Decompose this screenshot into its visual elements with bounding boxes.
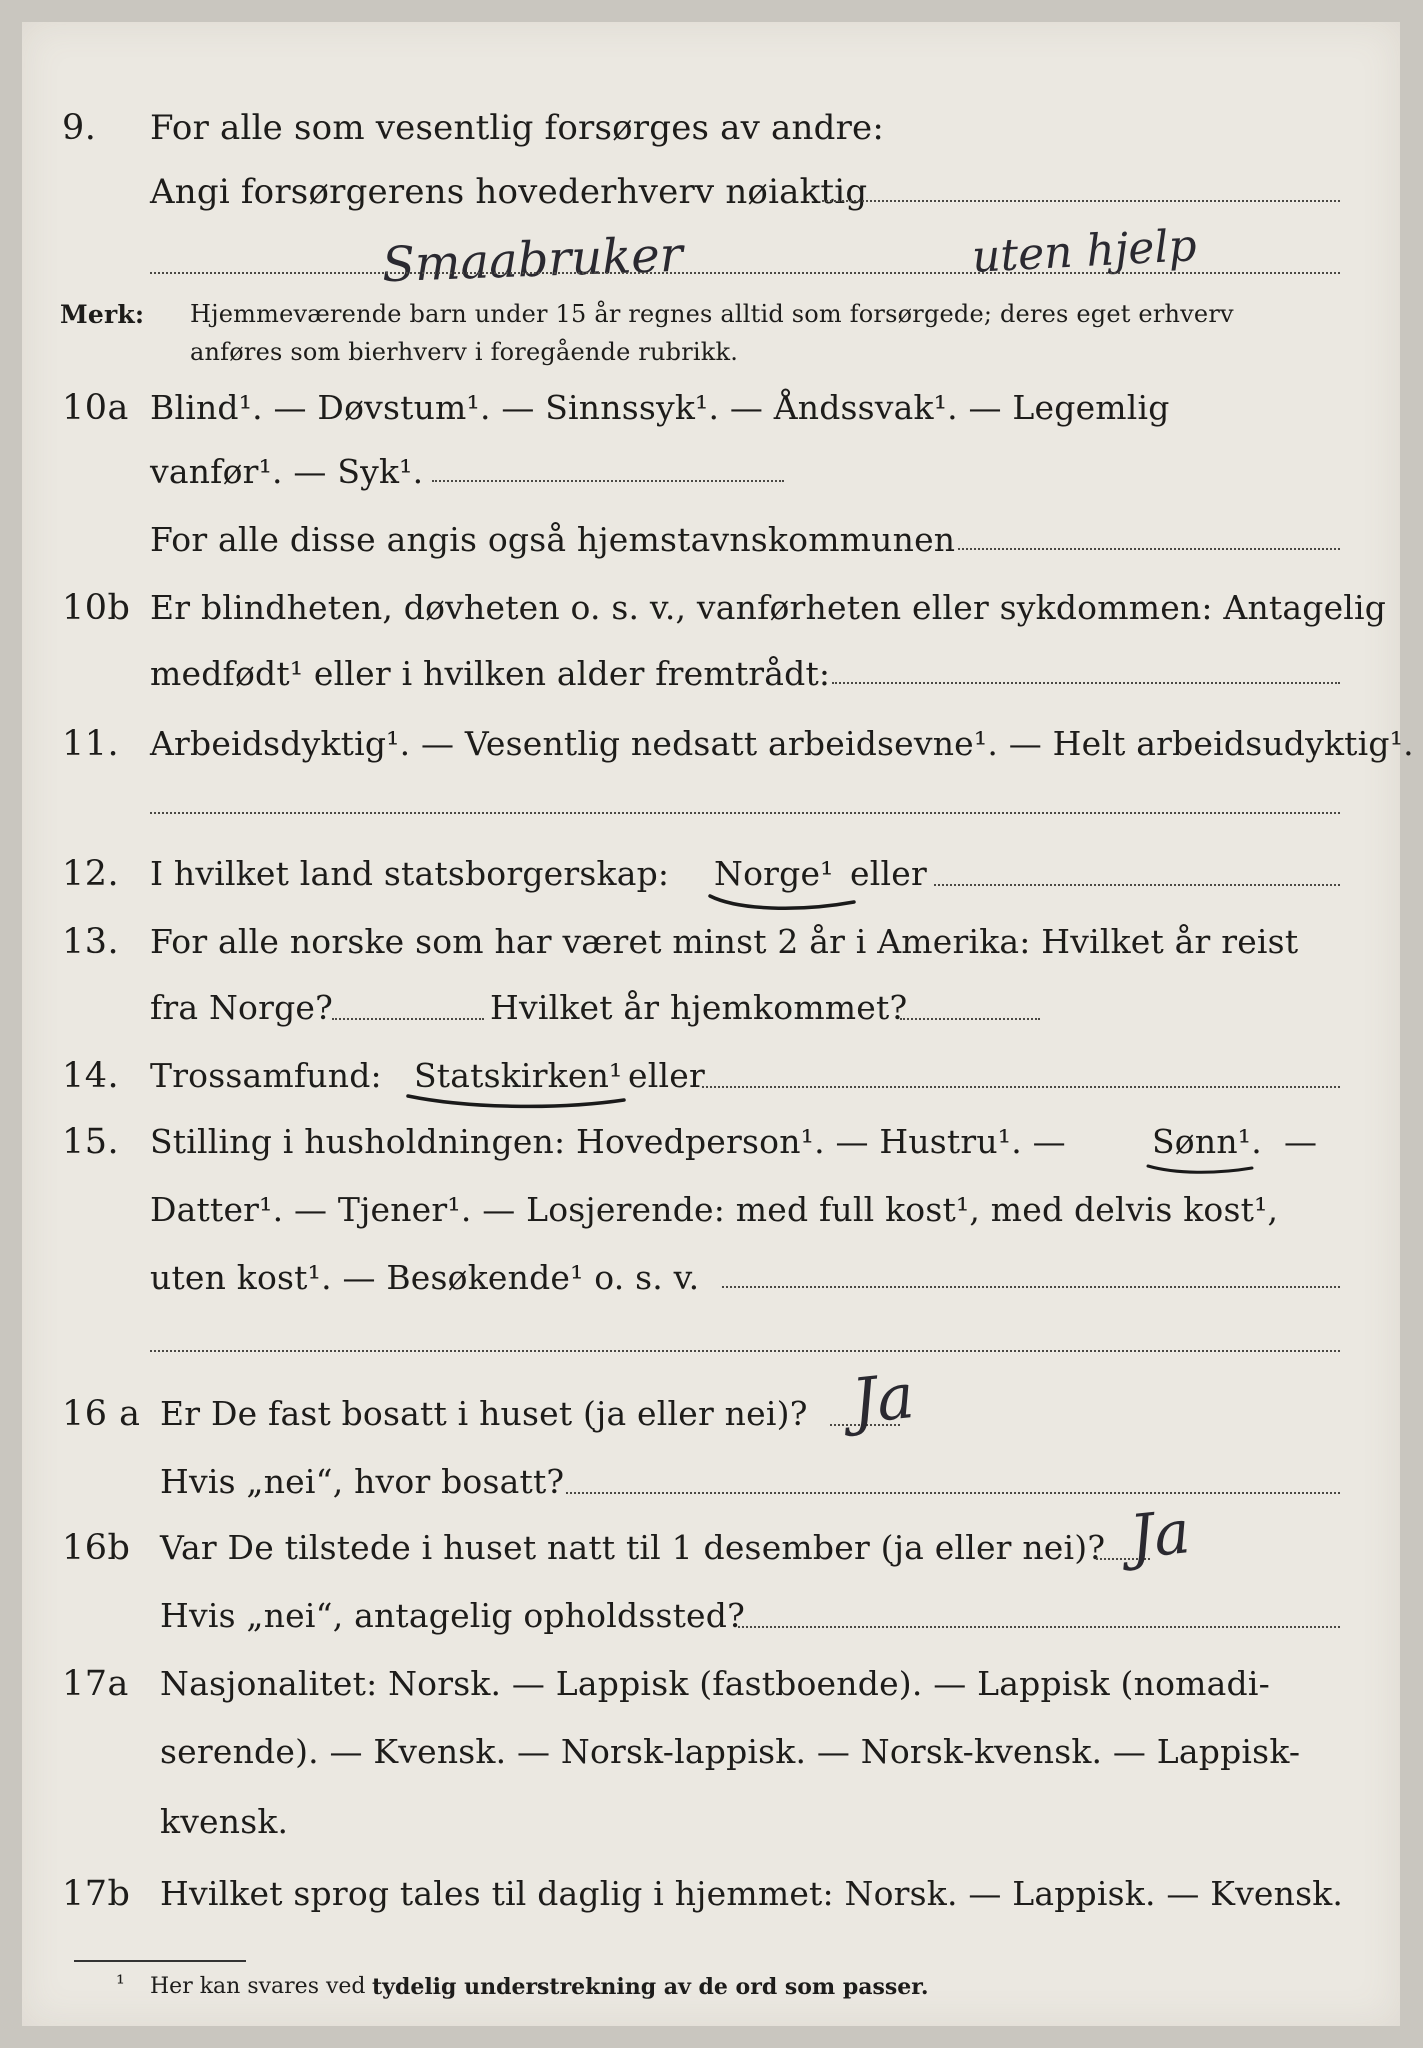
q13-answer-line2 (900, 1018, 1040, 1020)
q10a-answer-line2 (958, 548, 1340, 550)
q17a-line1: Nasjonalitet: Norsk. — Lappisk (fastboende). — Lappisk (nomadi- (160, 1664, 1270, 1703)
q14-suffix: eller (628, 1056, 705, 1095)
q12-number: 12. (62, 854, 120, 894)
merk-line1: Hjemmeværende barn under 15 år regnes alltid som forsørgede; deres eget erhverv (190, 300, 1234, 328)
q15-underline-mark (1146, 1162, 1256, 1178)
q15-line2: Datter¹. — Tjener¹. — Losjerende: med full kost¹, med delvis kost¹, (150, 1190, 1279, 1229)
q10a-line3: For alle disse angis også hjemstavnskommunen (150, 520, 956, 559)
q10b-line1: Er blindheten, døvheten o. s. v., vanførheten eller sykdommen: Antagelig (150, 588, 1387, 627)
q14-underline-mark (406, 1092, 628, 1112)
q16b-line2: Hvis „nei“, antagelig opholdssted? (160, 1596, 745, 1635)
q12-underline-mark (708, 890, 858, 912)
footnote-bold-text: tydelig understrekning av de ord som passer. (372, 1974, 929, 2000)
footnote-text: Her kan svares ved (150, 1974, 366, 1999)
q10a-line1: Blind¹. — Døvstum¹. — Sinnssyk¹. — Åndssvak¹. — Legemlig (150, 388, 1170, 427)
q15-line3: uten kost¹. — Besøkende¹ o. s. v. (150, 1258, 700, 1297)
q12-suffix: eller (850, 854, 927, 893)
footnote-mark: ¹ (116, 1972, 125, 1997)
q16b-handwritten-answer: Ja (1126, 1497, 1194, 1573)
q15-option-sonn: Sønn¹. (1152, 1122, 1262, 1161)
q11-answer-line (150, 812, 1340, 814)
census-form-page (22, 22, 1414, 2026)
merk-line2: anføres som bierhverv i foregående rubrikk. (190, 338, 739, 366)
q9-line1: For alle som vesentlig forsørges av andre: (150, 108, 885, 148)
q10a-number: 10a (62, 388, 129, 428)
q9-line2: Angi forsørgerens hovederhverv nøiaktig (150, 172, 868, 212)
q16a-number: 16 a (62, 1394, 141, 1434)
q10b-number: 10b (62, 588, 131, 628)
q17b-number: 17b (62, 1874, 131, 1914)
q9-handwritten-answer-a: Smaabruker (381, 226, 684, 294)
q12-answer-line (934, 884, 1340, 886)
q17a-line2: serende). — Kvensk. — Norsk-lappisk. — Norsk-kvensk. — Lappisk- (160, 1732, 1301, 1771)
q10a-line2: vanfør¹. — Syk¹. (150, 452, 424, 491)
q14-answer-line (702, 1086, 1340, 1088)
q15-answer-line2 (150, 1350, 1340, 1352)
q9-answer-line2 (150, 272, 1340, 274)
q14-prefix: Trossamfund: (150, 1056, 382, 1095)
q12-prefix: I hvilket land statsborgerskap: (150, 854, 670, 893)
q12-option-norge: Norge¹ (714, 854, 834, 893)
q16a-line2: Hvis „nei“, hvor bosatt? (160, 1462, 565, 1501)
q11-line1: Arbeidsdyktig¹. — Vesentlig nedsatt arbeidsevne¹. — Helt arbeidsudyktig¹. (150, 724, 1414, 763)
q13-line2b: Hvilket år hjemkommet? (490, 988, 908, 1027)
q17a-number: 17a (62, 1664, 129, 1704)
q16b-number: 16b (62, 1528, 131, 1568)
q10b-answer-line (832, 682, 1340, 684)
q13-line2a: fra Norge? (150, 988, 334, 1027)
footnote-rule (74, 1960, 246, 1962)
merk-label: Merk: (60, 300, 145, 329)
q16a-line1: Er De fast bosatt i huset (ja eller nei)? (160, 1394, 808, 1433)
q13-answer-line1 (332, 1018, 484, 1020)
q16b-line1: Var De tilstede i huset natt til 1 desember (ja eller nei)? (160, 1528, 1106, 1567)
q17b-line1: Hvilket sprog tales til daglig i hjemmet: Norsk. — Lappisk. — Kvensk. (160, 1874, 1344, 1913)
q14-number: 14. (62, 1056, 120, 1096)
q17a-line3: kvensk. (160, 1802, 289, 1841)
q16b-answer-line2 (738, 1626, 1340, 1628)
q15-number: 15. (62, 1122, 120, 1162)
q15-answer-line1 (722, 1286, 1340, 1288)
q9-number: 9. (62, 108, 97, 148)
q11-number: 11. (62, 724, 120, 764)
q13-number: 13. (62, 922, 120, 962)
q10b-line2: medfødt¹ eller i hvilken alder fremtrådt: (150, 654, 831, 693)
q15-line1b: — (1284, 1122, 1318, 1161)
q16a-answer-line2 (566, 1492, 1340, 1494)
q13-line1: For alle norske som har været minst 2 år i Amerika: Hvilket år reist (150, 922, 1299, 961)
q16a-handwritten-answer: Ja (848, 1358, 918, 1439)
q15-line1a: Stilling i husholdningen: Hovedperson¹. — Hustru¹. — (150, 1122, 1066, 1161)
q14-option-statskirken: Statskirken¹ (414, 1056, 623, 1095)
q9-handwritten-answer-b: uten hjelp (970, 220, 1198, 283)
q10a-answer-line1 (432, 480, 784, 482)
q9-answer-line1 (822, 200, 1340, 202)
